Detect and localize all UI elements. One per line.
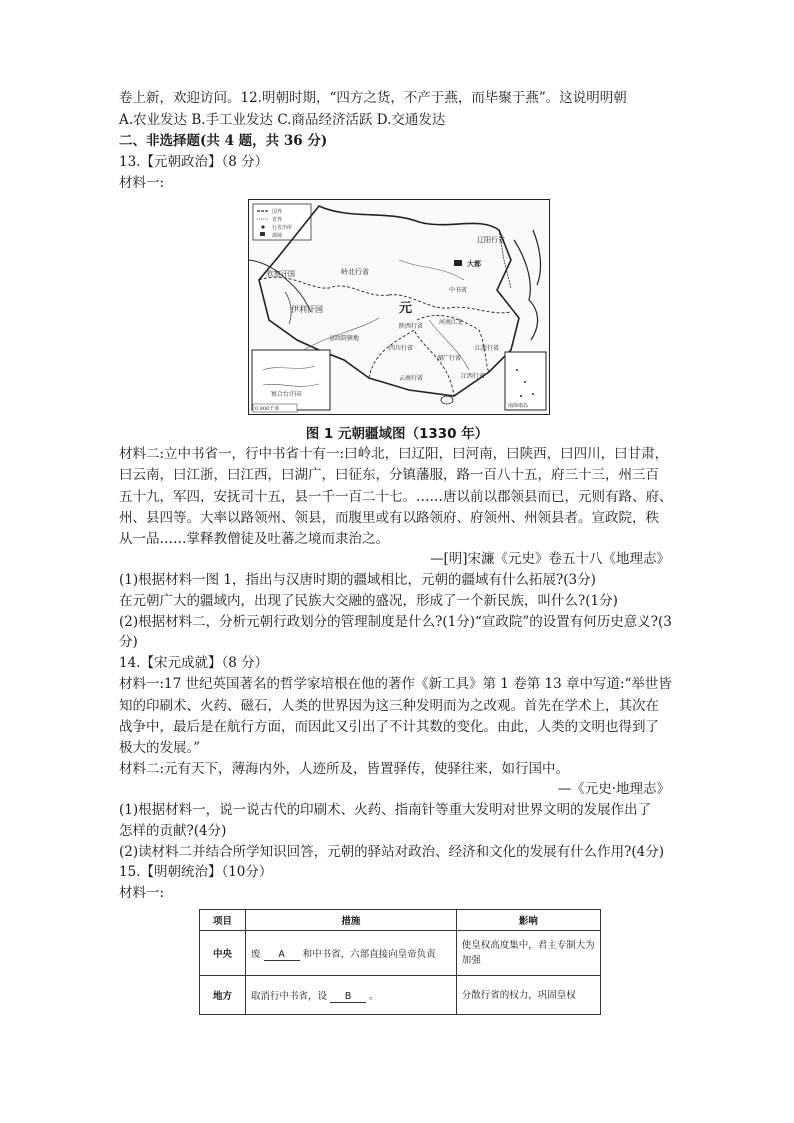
table-header-item: 项目 bbox=[200, 910, 246, 931]
legend-label-1: 国界 bbox=[272, 209, 283, 215]
huguang-label: 湖广行省 bbox=[437, 355, 462, 362]
table-cell-item: 中央 bbox=[200, 931, 246, 976]
yuan-territory-map bbox=[248, 199, 550, 415]
south-sea-label: 南海诸岛 bbox=[508, 403, 529, 409]
table-row bbox=[200, 976, 601, 1015]
south-sea-inset bbox=[505, 352, 546, 410]
map-inset-box bbox=[252, 350, 330, 410]
q13-question1a: (1)根据材料一图 1，指出与汉唐时期的疆域相比，元朝的疆域有什么拓展?(3分) bbox=[119, 572, 596, 588]
measure-prefix: 取消行中书省，设 bbox=[251, 990, 328, 1002]
henan-label: 河南江北 bbox=[439, 319, 464, 326]
q14-material1-line1: 材料一:17 世纪英国著名的哲学家培根在他的著作《新工具》第 1 卷第 13 章中写道:“举世皆 bbox=[119, 676, 672, 692]
q14-question1a: (1)根据材料一，说一说古代的印刷术、火药、指南针等重大发明对世界文明的发展作出了 bbox=[119, 802, 652, 818]
tibet-label: 宣政院辖地 bbox=[329, 335, 360, 342]
measure-prefix: 废 bbox=[251, 948, 261, 960]
q13-material2-line2: 曰云南，曰江浙，曰江西，曰湖广，曰征东，分镇藩服，路一百八十五，府三十三，州三百 bbox=[119, 467, 659, 483]
capital-label: 大都 bbox=[467, 259, 481, 268]
liaoyang-label: 辽阳行省 bbox=[477, 236, 505, 244]
table-cell-measure bbox=[246, 976, 457, 1015]
inset-label: 察合台汗国 bbox=[271, 391, 302, 398]
table-cell-item: 地方 bbox=[200, 976, 246, 1015]
section-heading: 二、非选择题(共 4 题，共 36 分) bbox=[119, 133, 328, 149]
q14-source: —《元史·地理志》 bbox=[557, 781, 670, 797]
q14-material1-line4: 极大的发展。” bbox=[119, 740, 201, 756]
q15-title: 15.【明朝统治】（10分） bbox=[119, 864, 273, 880]
blank-b: B bbox=[330, 991, 366, 1003]
shaanxi-label: 陕西行省 bbox=[399, 323, 424, 330]
table-header-effect: 影响 bbox=[456, 910, 600, 931]
scale-label: 0 800千米 bbox=[255, 406, 280, 412]
kipchak-label: 钦察汗国 bbox=[267, 270, 295, 278]
table-cell-effect: 使皇权高度集中，君主专制大为加强 bbox=[456, 931, 600, 976]
q13-question1b: 在元朝广大的疆域内，出现了民族大交融的盛况，形成了一个新民族，叫什么?(1分) bbox=[119, 593, 618, 609]
q14-question2: (2)读材料二并结合所学知识回答，元朝的驿站对政治、经济和文化的发展有什么作用?(4分) bbox=[119, 844, 664, 860]
ilkhan-label: 伊利汗国 bbox=[291, 305, 323, 314]
q13-material2-line4: 州、县四等。大率以路领州、领县，而腹里或有以路领府、府领州、州领县者。宣政院，秩 bbox=[119, 510, 659, 526]
q14-title: 14.【宋元成就】（8 分） bbox=[119, 655, 269, 671]
q13-source: —[明]宋濂《元史》卷五十八《地理志》 bbox=[429, 551, 670, 567]
yuan-label: 元 bbox=[399, 301, 413, 316]
lingbei-label: 岭北行省 bbox=[341, 268, 369, 276]
yunnan-label: 云南行省 bbox=[399, 375, 424, 382]
table-header-measure: 措施 bbox=[246, 910, 457, 931]
capital-marker bbox=[454, 260, 462, 266]
q12-stem: 卷上新，欢迎访问。12.明朝时期，“四方之货，不产于燕，而毕聚于燕”。这说明明朝 bbox=[119, 90, 627, 106]
q13-question2a: (2)根据材料二，分析元朝行政划分的管理制度是什么?(1分)“宣政院”的设置有何历史意义?(3 bbox=[119, 614, 672, 630]
q14-material1-line3: 战争中，最后是在航行方面，而因此又引出了不计其数的变化。由此，人类的文明也得到了 bbox=[119, 719, 659, 735]
jiangzhe-label: 江浙行省 bbox=[475, 345, 500, 352]
q15-material1-label: 材料一: bbox=[119, 885, 165, 901]
table-header-row bbox=[200, 910, 601, 931]
jiangxi-label: 江西行省 bbox=[461, 373, 486, 380]
sichuan-label: 四川行省 bbox=[389, 345, 414, 352]
table-row bbox=[200, 931, 601, 976]
zhongshu-label: 中书省 bbox=[449, 287, 468, 294]
legend-label-3: 行省治所 bbox=[272, 225, 293, 231]
measure-suffix: 。 bbox=[369, 990, 379, 1002]
q13-title: 13.【元朝政治】（8 分） bbox=[119, 154, 269, 170]
table-cell-measure bbox=[246, 931, 457, 976]
q13-question2b: 分) bbox=[119, 634, 138, 650]
q14-material1-line2: 知的印刷术、火药、磁石，人类的世界因为这三种发明而为之改观。首先在学术上，其次在 bbox=[119, 698, 659, 714]
q13-material2-line1: 材料二:立中书省一，行中书省十有一:曰岭北，曰辽阳，曰河南，曰陕西，曰四川，曰甘肃， bbox=[119, 446, 669, 462]
q14-material2: 材料二:元有天下，薄海内外，人迹所及，皆置驿传，使驿往来，如行国中。 bbox=[119, 761, 570, 777]
legend-label-2: 省界 bbox=[272, 217, 283, 223]
legend-label-4: 都城 bbox=[272, 233, 283, 239]
ming-measures-table bbox=[199, 909, 601, 1015]
q12-options: A.农业发达 B.手工业发达 C.商品经济活跃 D.交通发达 bbox=[119, 112, 446, 128]
q13-material2-line5: 从一品……掌释教僧徒及吐蕃之境而隶治之。 bbox=[119, 531, 389, 547]
q13-material2-line3: 五十九，军四，安抚司十五，县一千一百二十七。……唐以前以郡领县而已，元则有路、府、 bbox=[119, 489, 673, 505]
table-cell-effect: 分散行省的权力，巩固皇权 bbox=[456, 976, 600, 1015]
q14-question1b: 怎样的贡献?(4分) bbox=[119, 823, 227, 839]
measure-suffix: 和中书省，六部直接向皇帝负责 bbox=[302, 948, 436, 960]
map-caption: 图 1 元朝疆域图（1330 年） bbox=[305, 426, 489, 442]
q13-material1-label: 材料一: bbox=[119, 175, 165, 191]
blank-a: A bbox=[264, 949, 300, 961]
map-drawing bbox=[249, 200, 549, 414]
